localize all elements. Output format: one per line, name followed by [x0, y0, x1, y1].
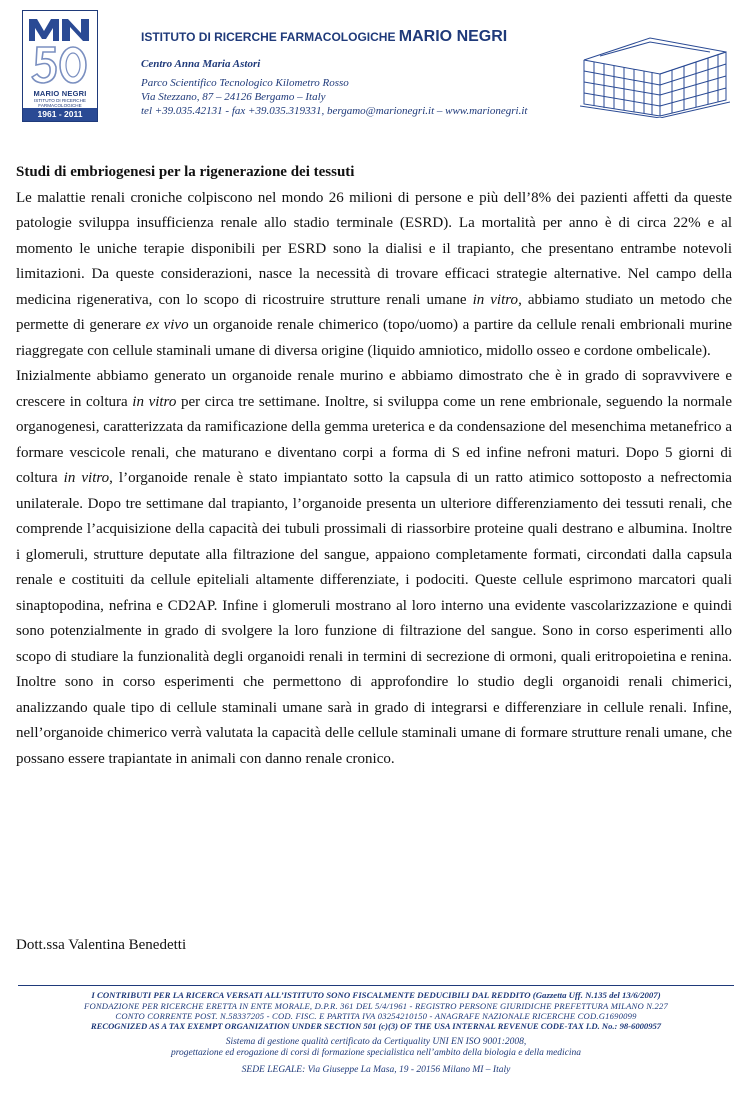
- footer-quality: Sistema di gestione qualità certificato da Certiquality UNI EN ISO 9001:2008,: [225, 1037, 527, 1047]
- footer-tax-deduction: I CONTRIBUTI PER LA RICERCA VERSATI ALL’ISTITUTO SONO FISCALMENTE DEDUCIBILI DAL REDDITO (Gazzetta Uff. N.135 del 13/6/2007): [91, 990, 661, 1000]
- paragraph-1-italic-2: ex vivo: [145, 317, 189, 333]
- science-park: Parco Scientifico Tecnologico Kilometro Rosso: [141, 77, 349, 89]
- footer-foundation: FONDAZIONE PER RICERCHE ERETTA IN ENTE MORALE, D.P.R. 361 DEL 5/4/1961 - REGISTRO PERSONE GIURIDICHE PREFETTURA MILANO N.227: [84, 1001, 668, 1011]
- paragraph-2-italic-2: in vitro: [63, 470, 110, 486]
- letterhead-address-block: [141, 57, 527, 118]
- mn-50-logo-icon: [23, 11, 97, 91]
- footer-legal-seat: SEDE LEGALE: Via Giuseppe La Masa, 19 - 20156 Milano MI – Italy: [241, 1065, 511, 1075]
- document-body: [16, 160, 732, 772]
- institute-logo: [22, 10, 98, 122]
- footer-training: progettazione ed erogazione di corsi di formazione specialistica nell’ambito della biologia e della medicina: [170, 1048, 582, 1058]
- logo-years: 1961 - 2011: [23, 108, 97, 121]
- contact-line: tel +39.035.42131 - fax +39.035.319331, bergamo@marionegri.it – www.marionegri.it: [141, 105, 528, 117]
- footer: [12, 990, 740, 1075]
- logo-subtitle: ISTITUTO DI RICERCHE FARMACOLOGICHE: [34, 98, 86, 108]
- paragraph-1-italic-1: in vitro: [472, 291, 519, 308]
- center-name: Centro Anna Maria Astori: [141, 58, 261, 70]
- paragraph-2-text-a: Inizialmente abbiamo generato un organoide renale murino e abbiamo dimostrato che è in grado di sopravvivere e crescere in coltura: [16, 368, 732, 410]
- institute-name: MARIO NEGRI: [398, 28, 508, 45]
- document-title: Studi di embriogenesi per la rigenerazione dei tessuti: [16, 164, 355, 180]
- footer-account: CONTO CORRENTE POST. N.58337205 - COD. FISC. E PARTITA IVA 03254210150 - ANAGRAFE NAZIONALE RICERCHE COD.G1690099: [115, 1011, 637, 1021]
- postal-address: Via Stezzano, 87 – 24126 Bergamo – Italy: [141, 91, 326, 103]
- paragraph-1: [16, 186, 732, 365]
- paragraph-2: [16, 364, 732, 772]
- footer-divider: [18, 985, 734, 986]
- paragraph-2-text-b: per circa tre settimane. Inoltre, si sviluppa come un rene embrionale, seguendo la normale organogenesi, caratterizzata da ramificazione della gemma ureterica e da condensazione del mesenchima metanefrico a formare vescicole renali, che maturano e diventano corpi a forma di S ed infine nefroni maturi. Dopo 5 giorni di coltura: [16, 393, 732, 486]
- paragraph-2-italic-1: in vitro: [132, 393, 177, 410]
- signature: Dott.ssa Valentina Benedetti: [16, 937, 187, 953]
- paragraph-1-text-a: Le malattie renali croniche colpiscono nel mondo 26 milioni di persone e più dell’8% dei pazienti affetti da queste patologie sviluppa insufficienza renale allo stadio terminale (ESRD). La mortalità per anno è di circa 22% e al momento le uniche terapie disponibili per ESRD sono la dialisi e il trapianto, che presentano entrambe notevoli limitazioni. Da queste considerazioni, nasce la necessità di trovare efficaci strategie alternative. Nel campo della medicina rigenerativa, con lo scopo di ricostruire strutture renali umane: [16, 189, 732, 308]
- institute-prefix: ISTITUTO DI RICERCHE FARMACOLOGICHE: [141, 30, 396, 44]
- footer-usa-exempt: RECOGNIZED AS A TAX EXEMPT ORGANIZATION UNDER SECTION 501 (c)(3) OF THE USA INTERNAL REVENUE CODE-TAX I.D. No.: 98-6000957: [90, 1021, 662, 1031]
- institute-title: [141, 28, 507, 46]
- building-icon: [580, 30, 730, 118]
- paragraph-1-text-c: un organoide renale chimerico (topo/uomo) a partire da cellule renali embrionali murine riaggregate con cellule staminali umane di diversa origine (liquido amniotico, midollo osseo e cordone ombelicale).: [16, 317, 732, 359]
- paragraph-1-text-b: , abbiamo studiato un metodo che permette di generare: [16, 291, 732, 333]
- paragraph-2-text-c: , l’organoide renale è stato impiantato sotto la capsula di un ratto atimico sottoposto a nefrectomia unilaterale. Dopo tre settimane dal trapianto, l’organoide presenta un ulteriore differenziamento dei tessuti renali, che comprende l’acquisizione della capacità dei tubuli prossimali di riassorbire proteine quali destrano e albumina. Inoltre i glomeruli, strutture deputate alla filtrazione del sangue, appaiono completamente formati, circondati dalla capsula renale e costituiti da cellule epiteliali altamente differenziate, i podociti. Queste cellule esprimono marcatori quali sinaptopodina, nefrina e CD2AP. Infine i glomeruli mostrano al loro interno una evidente vascolarizzazione e quindi sono potenzialmente in grado di svolgere la loro funzione di filtrazione del sangue. Sono in corso esperimenti allo scopo di studiare la funzionalità degli organoidi renali in termini di secrezione di ormoni, quali eritropoietina e renina. Inoltre sono in corso esperimenti che permettono di approfondire lo studio degli organoidi renali chimerici, analizzando quale tipo di cellule staminali umane sarà in grado di integrarsi e differenziare in cellule renali. Infine, nell’organoide chimerico verrà valutata la capacità delle cellule staminali umane di formare strutture renali umane, che possano essere trapiantate in animali con danno renale cronico.: [16, 470, 732, 767]
- logo-name: MARIO NEGRI: [33, 89, 87, 98]
